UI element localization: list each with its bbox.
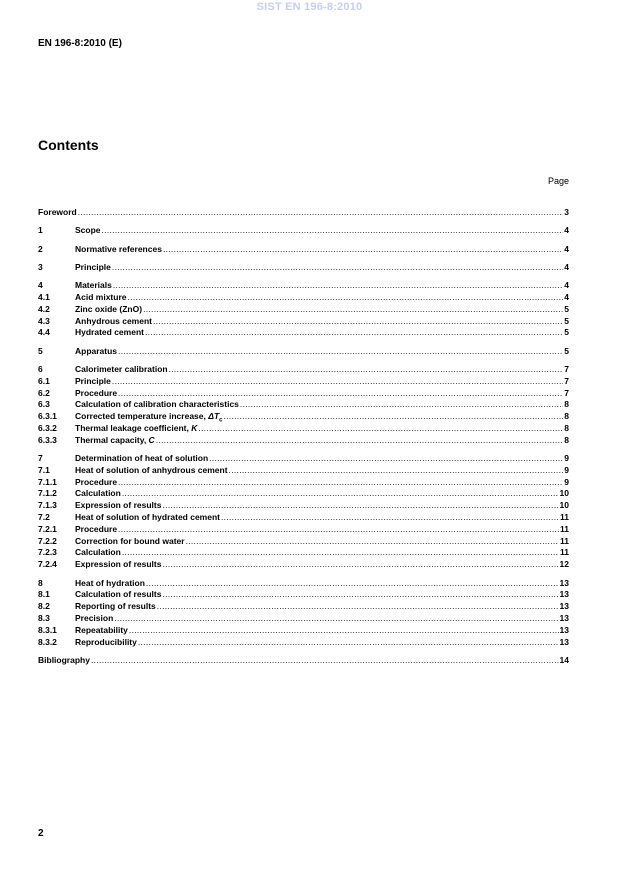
toc-dot-leader: [112, 262, 563, 274]
toc-dot-leader: [162, 589, 558, 601]
toc-entry-title: Precision: [75, 612, 114, 623]
toc-dot-leader: [240, 399, 563, 411]
toc-entry[interactable]: [38, 536, 569, 548]
toc-entry-number: 6.3.2: [38, 422, 57, 433]
toc-entry-title: Hydrated cement: [75, 327, 144, 338]
toc-entry-page: 4: [564, 280, 569, 291]
toc-entry[interactable]: [38, 327, 569, 339]
toc-entry-page: 13: [559, 624, 569, 635]
toc-dot-leader: [229, 465, 564, 477]
toc-entry-symbol: ΔT: [208, 411, 220, 422]
toc-entry[interactable]: [38, 225, 569, 237]
toc-entry-title: Repeatability: [75, 624, 128, 635]
toc-entry-title: Thermal leakage coefficient, K: [75, 422, 198, 433]
toc-entry-title: Calculation of results: [75, 589, 162, 600]
toc-entry[interactable]: [38, 477, 569, 489]
toc-dot-leader: [122, 488, 559, 500]
toc-entry-page: 3: [564, 207, 569, 217]
toc-entry-page: 10: [559, 500, 569, 511]
toc-entry-number: 6.1: [38, 375, 50, 386]
toc-entry-page: 13: [559, 612, 569, 623]
toc-entry-title: Heat of solution of anhydrous cement: [75, 464, 228, 475]
toc-entry[interactable]: [38, 625, 569, 637]
toc-entry[interactable]: [38, 453, 569, 465]
toc-entry[interactable]: [38, 316, 569, 328]
toc-dot-leader: [221, 512, 559, 524]
toc-entry-number: 2: [38, 243, 43, 254]
toc-entry-page: 9: [564, 476, 569, 487]
toc-entry-page: 8: [564, 434, 569, 445]
toc-entry-number: 7.2: [38, 512, 50, 523]
toc-entry-number: 6.3.1: [38, 411, 57, 422]
toc-entry-title: Materials: [75, 280, 112, 291]
toc-entry-title: Procedure: [75, 476, 118, 487]
toc-entry-title: Scope: [75, 225, 101, 236]
toc-entry-number: 8.2: [38, 601, 50, 612]
toc-entry-page: 13: [559, 589, 569, 600]
toc-entry-page: 10: [559, 488, 569, 499]
toc-dot-leader: [169, 364, 564, 376]
page-number: 2: [38, 828, 44, 839]
toc-entry-page: 4: [564, 291, 569, 302]
toc-entry[interactable]: [38, 488, 569, 500]
toc-dot-leader: [138, 637, 559, 649]
toc-entry[interactable]: [38, 559, 569, 571]
toc-entry[interactable]: [38, 262, 569, 274]
toc-dot-leader: [114, 613, 558, 625]
toc-entry-number: 8.1: [38, 589, 50, 600]
toc-entry-title: Apparatus: [75, 345, 118, 356]
toc-entry[interactable]: [38, 207, 569, 219]
toc-entry-symbol: K: [191, 422, 198, 433]
toc-entry[interactable]: [38, 524, 569, 536]
toc-dot-leader: [122, 547, 559, 559]
toc-entry-number: 6.3: [38, 399, 50, 410]
toc-dot-leader: [112, 376, 563, 388]
toc-entry-title: Calculation: [75, 547, 121, 558]
toc-dot-leader: [118, 388, 563, 400]
toc-entry[interactable]: [38, 512, 569, 524]
toc-dot-leader: [163, 244, 563, 256]
toc-entry-number: 6.3.3: [38, 434, 57, 445]
toc-entry[interactable]: [38, 465, 569, 477]
toc-entry-title: Reproducibility: [75, 636, 137, 647]
toc-entry[interactable]: [38, 613, 569, 625]
toc-entry-page: 8: [564, 399, 569, 410]
toc-entry-title: Heat of solution of hydrated cement: [75, 512, 220, 523]
toc-dot-leader: [153, 316, 563, 328]
toc-entry[interactable]: [38, 500, 569, 512]
toc-entry[interactable]: [38, 637, 569, 649]
toc-entry-title: Acid mixture: [75, 291, 127, 302]
toc-entry-page: 7: [564, 387, 569, 398]
toc-entry-number: 6.2: [38, 387, 50, 398]
toc-entry-title: Anhydrous cement: [75, 315, 152, 326]
toc-dot-leader: [143, 304, 563, 316]
toc-entry[interactable]: [38, 399, 569, 411]
toc-dot-leader: [209, 453, 563, 465]
toc-entry[interactable]: [38, 435, 569, 447]
toc-entry-page: 11: [560, 523, 569, 534]
toc-dot-leader: [162, 559, 558, 571]
toc-entry-number: 7.1.2: [38, 488, 57, 499]
watermark: SIST EN 196-8:2010: [256, 1, 363, 13]
toc-entry-page: 13: [559, 577, 569, 588]
document-id: EN 196-8:2010 (E): [38, 38, 122, 49]
toc-entry-page: 7: [564, 363, 569, 374]
toc-entry-title: Determination of heat of solution: [75, 453, 209, 464]
toc-entry-subscript: c: [219, 417, 223, 424]
toc-entry-number: 4.3: [38, 315, 50, 326]
toc-dot-leader: [223, 411, 563, 423]
toc-entry-number: 4.4: [38, 327, 50, 338]
toc-entry-title: Calculation of calibration characteristics: [75, 399, 239, 410]
toc-entry-page: 4: [564, 243, 569, 254]
toc-entry[interactable]: [38, 376, 569, 388]
toc-entry[interactable]: [38, 578, 569, 590]
toc-entry-number: 7.1.1: [38, 476, 57, 487]
toc-entry-title: Normative references: [75, 243, 162, 254]
toc-dot-leader: [198, 423, 563, 435]
toc-entry-title: Expression of results: [75, 559, 162, 570]
toc-entry-number: 7.1: [38, 464, 50, 475]
toc-entry-page: 13: [559, 601, 569, 612]
toc-entry-number: 7.2.2: [38, 535, 57, 546]
toc-entry[interactable]: [38, 346, 569, 358]
toc-entry-page: 11: [560, 512, 569, 523]
toc-entry-page: 5: [564, 327, 569, 338]
toc-entry-number: 8.3.1: [38, 624, 57, 635]
toc-entry-page: 5: [564, 303, 569, 314]
toc-entry[interactable]: [38, 423, 569, 435]
toc-dot-leader: [145, 327, 563, 339]
toc-entry[interactable]: [38, 411, 569, 423]
contents-heading: Contents: [38, 137, 99, 153]
toc-dot-leader: [78, 207, 564, 219]
toc-dot-leader: [186, 536, 559, 548]
toc-entry-number: 8.3: [38, 612, 50, 623]
toc-dot-leader: [118, 346, 563, 358]
toc-entry-number: 3: [38, 261, 43, 272]
toc-entry-number: 4: [38, 280, 43, 291]
toc-entry[interactable]: [38, 244, 569, 256]
toc-entry-title: Thermal capacity, C: [75, 434, 155, 445]
toc-entry-symbol: C: [148, 434, 155, 445]
toc-entry-number: 1: [38, 225, 43, 236]
toc-entry-number: 7.1.3: [38, 500, 57, 511]
toc-dot-leader: [146, 578, 559, 590]
toc-entry[interactable]: [38, 655, 569, 667]
toc-dot-leader: [118, 524, 559, 536]
toc-entry-title: Procedure: [75, 523, 118, 534]
toc-entry-number: 7.2.1: [38, 523, 57, 534]
toc-dot-leader: [113, 280, 563, 292]
toc-entry-title: Correction for bound water: [75, 535, 185, 546]
toc-entry-page: 9: [564, 464, 569, 475]
toc-entry-page: 4: [564, 261, 569, 272]
toc-entry-page: 7: [564, 375, 569, 386]
toc-dot-leader: [162, 500, 558, 512]
toc-entry-page: 14: [559, 654, 569, 665]
toc-entry-title: Calculation: [75, 488, 121, 499]
toc-entry-title: Bibliography: [38, 654, 90, 665]
toc-entry-title: Procedure: [75, 387, 118, 398]
toc-entry-page: 4: [564, 225, 569, 236]
toc-entry-number: 7.2.4: [38, 559, 57, 570]
toc-entry-title: Zinc oxide (ZnO): [75, 303, 143, 314]
toc-entry[interactable]: [38, 547, 569, 559]
toc-entry-page: 11: [560, 547, 569, 558]
toc-entry-page: 5: [564, 345, 569, 356]
toc-entry[interactable]: [38, 292, 569, 304]
toc-entry-page: 8: [564, 422, 569, 433]
toc-entry[interactable]: [38, 304, 569, 316]
toc-entry-page: 13: [559, 636, 569, 647]
table-of-contents: [38, 207, 569, 667]
toc-entry[interactable]: [38, 589, 569, 601]
toc-entry-number: 7: [38, 453, 43, 464]
toc-entry-page: 12: [559, 559, 569, 570]
toc-dot-leader: [102, 225, 564, 237]
toc-entry-page: 11: [560, 535, 569, 546]
toc-entry-number: 6: [38, 363, 43, 374]
toc-entry-page: 9: [564, 453, 569, 464]
toc-dot-leader: [156, 435, 564, 447]
toc-entry-title: Expression of results: [75, 500, 162, 511]
toc-dot-leader: [129, 625, 559, 637]
toc-entry-number: 5: [38, 345, 43, 356]
toc-entry-title: Reporting of results: [75, 601, 156, 612]
page-column-label: Page: [547, 176, 569, 186]
toc-entry-title: Corrected temperature increase, $\Delta T_c$: [75, 411, 223, 424]
toc-entry-number: 4.2: [38, 303, 50, 314]
toc-entry-number: 4.1: [38, 291, 50, 302]
toc-entry[interactable]: [38, 364, 569, 376]
toc-entry[interactable]: [38, 280, 569, 292]
toc-dot-leader: [91, 655, 559, 667]
toc-entry-page: 8: [564, 411, 569, 422]
toc-entry-title: Principle: [75, 261, 111, 272]
toc-dot-leader: [157, 601, 559, 613]
toc-entry-title: Principle: [75, 375, 111, 386]
toc-entry[interactable]: [38, 388, 569, 400]
toc-entry-title: Heat of hydration: [75, 577, 145, 588]
toc-entry-page: 5: [564, 315, 569, 326]
toc-dot-leader: [118, 477, 563, 489]
toc-entry-number: 8.3.2: [38, 636, 57, 647]
toc-entry-number: 8: [38, 577, 43, 588]
toc-dot-leader: [128, 292, 564, 304]
toc-entry[interactable]: [38, 601, 569, 613]
toc-entry-number: 7.2.3: [38, 547, 57, 558]
toc-entry-title: Foreword: [38, 207, 77, 217]
toc-entry-title: Calorimeter calibration: [75, 363, 168, 374]
